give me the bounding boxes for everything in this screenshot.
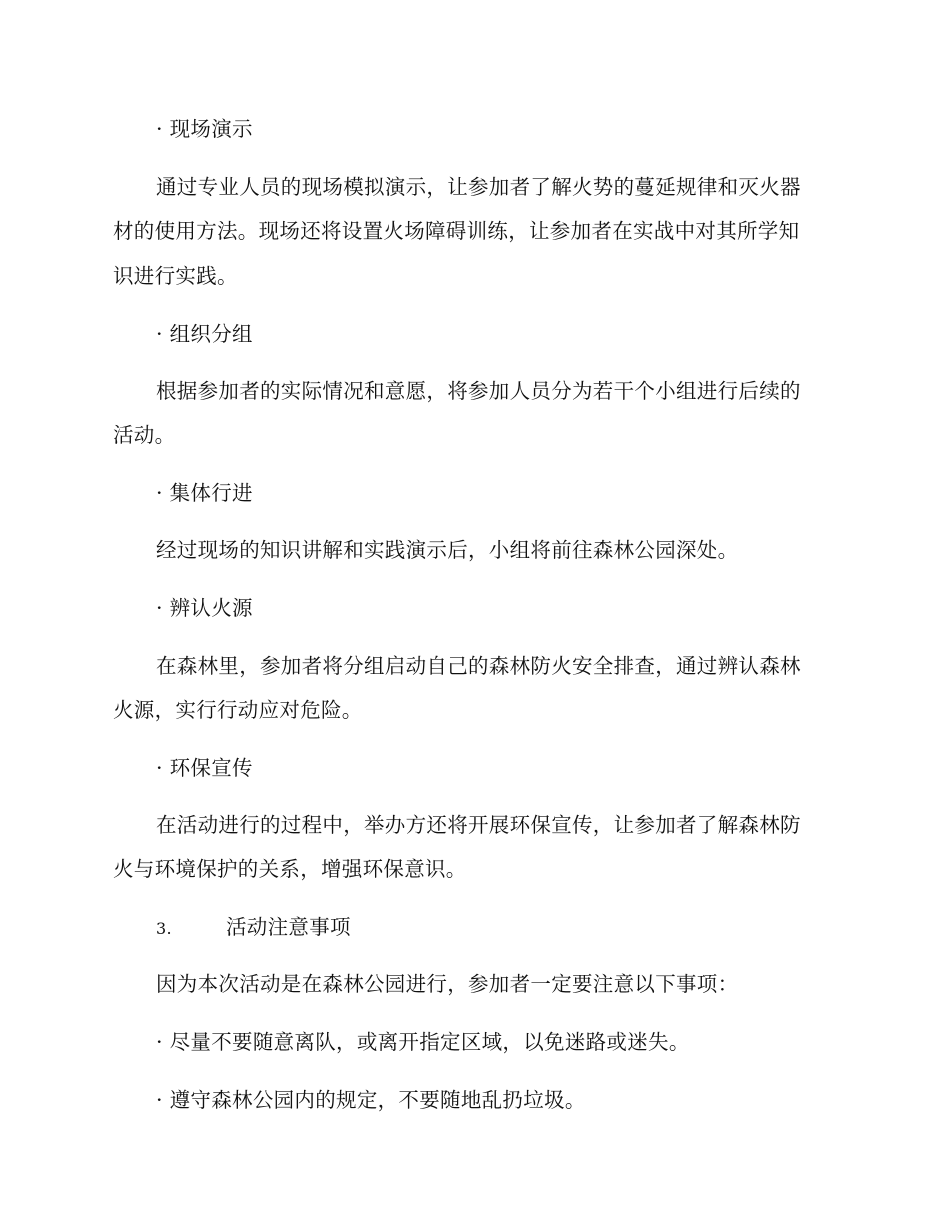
heading-text: 活动注意事项 [226, 915, 351, 939]
paragraph-line: 识进行实践。 [113, 264, 238, 288]
numbered-heading [156, 913, 351, 943]
paragraph-line: 材的使用方法。现场还将设置火场障碍训练，让参加者在实战中对其所学知 [113, 219, 800, 243]
paragraph-line: 经过现场的知识讲解和实践演示后，小组将前往森林公园深处。 [156, 538, 739, 562]
bullet-heading: · 现场演示 [156, 117, 253, 141]
paragraph-line: 火与环境保护的关系，增强环保意识。 [113, 857, 467, 881]
bullet-item: · 遵守森林公园内的规定，不要随地乱扔垃圾。 [156, 1088, 586, 1112]
paragraph-line: 根据参加者的实际情况和意愿，将参加人员分为若干个小组进行后续的 [156, 379, 801, 403]
bullet-heading: · 辨认火源 [156, 596, 253, 620]
bullet-heading: · 组织分组 [156, 322, 253, 346]
paragraph-line: 在活动进行的过程中，举办方还将开展环保宣传，让参加者了解森林防 [156, 813, 801, 837]
bullet-heading: · 集体行进 [156, 481, 253, 505]
bullet-heading: · 环保宣传 [156, 756, 253, 780]
paragraph-line: 因为本次活动是在森林公园进行，参加者一定要注意以下事项： [156, 972, 739, 996]
heading-number: 3. [156, 919, 172, 938]
bullet-item: · 尽量不要随意离队，或离开指定区域，以免迷路或迷失。 [156, 1030, 690, 1054]
paragraph-line: 通过专业人员的现场模拟演示，让参加者了解火势的蔓延规律和灭火器 [156, 175, 801, 199]
paragraph-line: 在森林里，参加者将分组启动自己的森林防火安全排查，通过辨认森林 [156, 654, 801, 678]
paragraph-line: 活动。 [113, 423, 176, 447]
paragraph-line: 火源，实行行动应对危险。 [113, 698, 363, 722]
